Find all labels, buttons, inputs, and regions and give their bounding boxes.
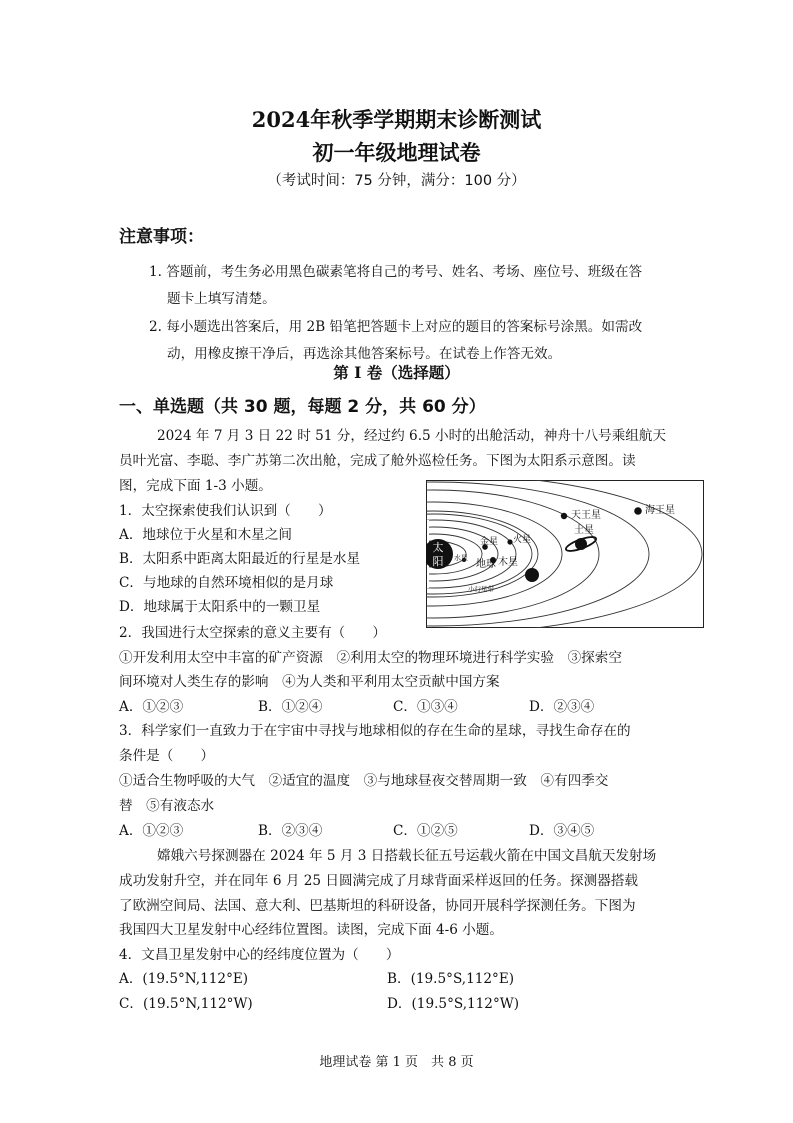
venus-label: 金星 (480, 537, 499, 547)
uranus-label: 天王星 (571, 510, 601, 521)
q2-option-b: B．①②④ (258, 699, 323, 715)
q1-option-b: B．太阳系中距离太阳最近的行星是水星 (119, 551, 361, 567)
q2-option-d: D．②③④ (529, 699, 595, 715)
saturn (575, 538, 587, 550)
q2-stem: 2．我国进行太空探索的意义主要有（ ） (119, 625, 386, 641)
q1-option-d: D．地球属于太阳系中的一颗卫星 (119, 599, 321, 615)
q3-option-b: B．②③④ (258, 823, 323, 839)
notice-item-1: 1. 答题前，考生务必用黑色碳素笔将自己的考号、姓名、考场、座位号、班级在答 (149, 264, 643, 280)
saturn-label: 土星 (574, 525, 594, 536)
q1-option-c: C．与地球的自然环境相似的是月球 (119, 575, 334, 591)
q4-option-a: A．(19.5°N,112°E) (119, 971, 249, 987)
exam-subtitle-grade: 初一年级地理试卷 (312, 140, 481, 165)
q1-stem: 1．太空探索使我们认识到（ ） (119, 503, 332, 519)
mercury-label: 水星 (454, 554, 468, 562)
page-footer: 地理试卷 第 1 页 共 8 页 (319, 1055, 474, 1070)
notice-item-1-cont: 题卡上填写清楚。 (167, 291, 276, 307)
q3-stem-cont: 条件是（ ） (119, 748, 215, 764)
exam-time-info: （考试时间：75 分钟，满分：100 分） (267, 173, 526, 189)
q3-option-d: D．③④⑤ (529, 823, 595, 839)
q4-option-c: C．(19.5°N,112°W) (119, 996, 253, 1012)
earth-label: 地球 (476, 559, 496, 570)
intro2-line-3: 了欧洲空间局、法国、意大利、巴基斯坦的科研设备，协同开展科学探测任务。下图为 (119, 898, 636, 914)
jupiter (525, 568, 539, 582)
q3-option-c: C．①②⑤ (393, 823, 458, 839)
neptune-label: 海王星 (645, 505, 675, 516)
q2-choices-line-2: 间环境对人类生存的影响 ④为人类和平利用太空贡献中国方案 (119, 674, 500, 690)
part-heading: 一、单选题（共 30 题，每题 2 分，共 60 分） (119, 397, 486, 417)
jupiter-label: 木星 (498, 557, 518, 568)
notice-heading: 注意事项： (119, 227, 204, 247)
q3-choices-line-1: ①适合生物呼吸的大气 ②适宜的温度 ③与地球昼夜交替周期一致 ④有四季交 (119, 773, 609, 789)
q3-option-a: A．①②③ (119, 823, 184, 839)
intro1-line-1: 2024 年 7 月 3 日 22 时 51 分，经过约 6.5 小时的出舱活动，神舟十八号乘组航天 (157, 428, 667, 444)
notice-item-2-cont: 动，用橡皮擦干净后，再选涂其他答案标号。在试卷上作答无效。 (167, 346, 562, 362)
sun-label-1: 太 (432, 541, 444, 554)
q4-stem: 4．文昌卫星发射中心的经纬度位置为（ ） (119, 947, 400, 963)
notice-item-2: 2. 每小题选出答案后，用 2B 铅笔把答题卡上对应的题目的答案标号涂黑。如需改 (149, 319, 643, 335)
q3-choices-line-2: 替 ⑤有液态水 (119, 798, 215, 814)
intro2-line-2: 成功发射升空，并在同年 6 月 25 日圆满完成了月球背面采样返回的任务。探测器搭载 (119, 873, 639, 889)
q1-option-a: A．地球位于火星和木星之间 (119, 527, 292, 543)
diagram-frame (427, 481, 704, 628)
intro1-line-2: 员叶光富、李聪、李广苏第二次出舱，完成了舱外巡检任务。下图为太阳系示意图。读 (119, 453, 636, 469)
sun-label-2: 阳 (432, 555, 444, 568)
mars (507, 539, 512, 544)
q2-option-a: A．①②③ (119, 699, 184, 715)
exam-title: 2024年秋季学期期末诊断测试 (251, 107, 542, 132)
solar-system-diagram (426, 480, 704, 628)
q3-stem: 3．科学家们一直致力于在宇宙中寻找与地球相似的存在生命的星球，寻找生命存在的 (119, 723, 631, 739)
uranus (561, 513, 567, 519)
intro2-line-1: 嫦娥六号探测器在 2024 年 5 月 3 日搭载长征五号运载火箭在中国文昌航天发射场 (157, 848, 657, 864)
mars-label: 火星 (513, 535, 532, 545)
q2-option-c: C．①③④ (393, 699, 458, 715)
neptune (634, 507, 642, 515)
intro1-line-3: 图，完成下面 1-3 小题。 (119, 478, 272, 494)
q2-choices-line-1: ①开发利用太空中丰富的矿产资源 ②利用太空的物理环境进行科学实验 ③探索空 (119, 650, 622, 666)
q4-option-d: D．(19.5°S,112°W) (387, 996, 520, 1012)
asteroid-belt-label: 小行星带 (468, 585, 494, 593)
q4-option-b: B．(19.5°S,112°E) (387, 971, 515, 987)
intro2-line-4: 我国四大卫星发射中心经纬位置图。读图，完成下面 4-6 小题。 (119, 922, 503, 938)
section-title: 第 I 卷（选择题） (333, 363, 460, 382)
